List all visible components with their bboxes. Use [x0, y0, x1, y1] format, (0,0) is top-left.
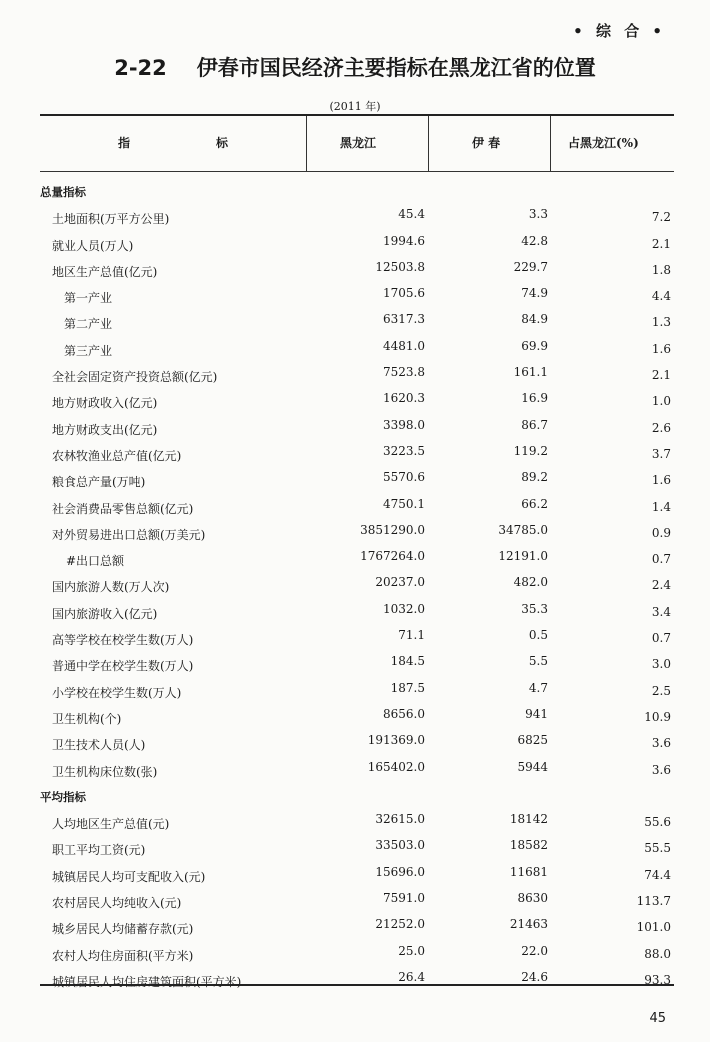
indicator-name: 地方财政支出(亿元) — [52, 422, 158, 437]
indicator-name: 第三产业 — [64, 343, 113, 358]
indicator-name: 第二产业 — [64, 317, 113, 332]
table-row — [40, 415, 674, 441]
table-row — [40, 941, 674, 967]
header-indicator-char: 标 — [216, 136, 229, 150]
share-value: 88.0 — [644, 946, 671, 961]
heilongjiang-value: 165402.0 — [367, 759, 425, 774]
share-value: 3.4 — [651, 604, 671, 619]
heilongjiang-value: 3851290.0 — [360, 522, 425, 537]
section-row — [40, 178, 674, 204]
table-row — [40, 204, 674, 230]
table-row — [40, 283, 674, 309]
indicator-name: 普通中学在校学生数(万人) — [52, 659, 194, 674]
table-row — [40, 572, 674, 598]
indicator-name: #出口总额 — [66, 554, 125, 569]
section-heading: 平均指标 — [40, 789, 86, 804]
table-row — [40, 862, 674, 888]
yichun-value: 35.3 — [521, 601, 548, 616]
year-label: (2011 年) — [329, 100, 381, 113]
table-row — [40, 914, 674, 940]
indicator-name: 高等学校在校学生数(万人) — [52, 633, 194, 648]
share-value: 4.4 — [651, 289, 671, 304]
table-row — [40, 231, 674, 257]
share-value: 1.6 — [651, 473, 671, 488]
indicator-name: 卫生机构床位数(张) — [52, 764, 158, 779]
heilongjiang-value: 4750.1 — [383, 496, 425, 511]
share-value: 0.7 — [651, 552, 671, 567]
share-value: 7.2 — [651, 210, 671, 225]
header-heilongjiang: 黑龙江 — [340, 136, 377, 150]
heilongjiang-value: 3223.5 — [383, 443, 425, 458]
indicator-name: 全社会固定资产投资总额(亿元) — [52, 370, 218, 385]
indicator-name: 国内旅游人数(万人次) — [52, 580, 170, 595]
indicator-name: 农村居民人均纯收入(元) — [52, 896, 182, 911]
yichun-value: 21463 — [509, 917, 548, 932]
share-value: 55.6 — [644, 815, 671, 830]
table-row — [40, 809, 674, 835]
yichun-value: 119.2 — [513, 443, 548, 458]
yichun-value: 34785.0 — [498, 522, 548, 537]
share-value: 3.7 — [651, 446, 671, 461]
table-row — [40, 388, 674, 414]
table-row — [40, 309, 674, 335]
heilongjiang-value: 187.5 — [390, 680, 425, 695]
column-divider — [550, 116, 551, 171]
yichun-value: 18582 — [509, 838, 548, 853]
indicator-name: 土地面积(万平方公里) — [52, 212, 170, 227]
table-row — [40, 888, 674, 914]
share-value: 1.6 — [651, 341, 671, 356]
yichun-value: 5.5 — [528, 654, 548, 669]
table-row — [40, 967, 674, 993]
share-value: 2.1 — [651, 236, 671, 251]
section-label: • 综 合 • — [573, 22, 666, 40]
share-value: 101.0 — [636, 920, 671, 935]
yichun-value: 941 — [525, 706, 548, 721]
yichun-value: 11681 — [509, 864, 548, 879]
share-value: 10.9 — [644, 709, 671, 724]
yichun-value: 84.9 — [521, 312, 548, 327]
page-number: 45 — [649, 1011, 666, 1026]
table-row — [40, 362, 674, 388]
table-row — [40, 835, 674, 861]
section-row — [40, 783, 674, 809]
yichun-value: 3.3 — [528, 207, 548, 222]
share-value: 1.8 — [651, 262, 671, 277]
yichun-value: 24.6 — [521, 969, 548, 984]
heilongjiang-value: 1767264.0 — [360, 549, 425, 564]
heilongjiang-value: 1620.3 — [383, 391, 425, 406]
section-heading: 总量指标 — [40, 185, 86, 199]
heilongjiang-value: 6317.3 — [383, 312, 425, 327]
share-value: 2.6 — [651, 420, 671, 435]
heilongjiang-value: 8656.0 — [383, 706, 425, 721]
share-value: 55.5 — [644, 841, 671, 856]
heilongjiang-value: 7523.8 — [383, 365, 425, 380]
indicator-name: 农林牧渔业总产值(亿元) — [52, 448, 182, 463]
share-value: 3.0 — [651, 657, 671, 672]
header-bottom-rule — [40, 171, 674, 172]
indicator-name: 就业人员(万人) — [52, 238, 134, 253]
heilongjiang-value: 45.4 — [398, 207, 425, 222]
indicator-name: 粮食总产量(万吨) — [52, 475, 146, 490]
yichun-value: 22.0 — [521, 943, 548, 958]
indicator-name: 地方财政收入(亿元) — [52, 396, 158, 411]
heilongjiang-value: 12503.8 — [375, 259, 425, 274]
indicator-name: 对外贸易进出口总额(万美元) — [52, 527, 206, 542]
table-row — [40, 257, 674, 283]
yichun-value: 229.7 — [513, 259, 548, 274]
indicator-name: 第一产业 — [64, 291, 113, 306]
table-row — [40, 546, 674, 572]
share-value: 3.6 — [651, 762, 671, 777]
header-indicator — [40, 116, 306, 171]
heilongjiang-value: 21252.0 — [375, 917, 425, 932]
table-row — [40, 494, 674, 520]
yichun-value: 6825 — [517, 733, 548, 748]
yichun-value: 89.2 — [521, 470, 548, 485]
yichun-value: 74.9 — [521, 286, 548, 301]
yichun-value: 69.9 — [521, 338, 548, 353]
share-value: 2.1 — [651, 368, 671, 383]
heilongjiang-value: 7591.0 — [383, 891, 425, 906]
share-value: 2.4 — [651, 578, 671, 593]
share-value: 1.0 — [651, 394, 671, 409]
column-divider — [306, 116, 307, 171]
heilongjiang-value: 71.1 — [398, 628, 425, 643]
indicator-name: 卫生机构(个) — [52, 711, 122, 726]
column-divider — [428, 116, 429, 171]
table-body — [40, 178, 674, 993]
indicator-name: 国内旅游收入(亿元) — [52, 606, 158, 621]
yichun-value: 8630 — [517, 891, 548, 906]
heilongjiang-value: 25.0 — [398, 943, 425, 958]
yichun-value: 18142 — [509, 812, 548, 827]
indicator-name: 社会消费品零售总额(亿元) — [52, 501, 194, 516]
share-value: 0.7 — [651, 631, 671, 646]
share-value: 0.9 — [651, 525, 671, 540]
heilongjiang-value: 191369.0 — [367, 733, 425, 748]
share-value: 113.7 — [636, 894, 671, 909]
share-value: 74.4 — [644, 867, 671, 882]
table-bottom-rule — [40, 984, 674, 986]
table-row — [40, 520, 674, 546]
table-row — [40, 730, 674, 756]
header-share: 占黑龙江(%) — [568, 136, 639, 150]
yichun-value: 86.7 — [521, 417, 548, 432]
yichun-value: 66.2 — [521, 496, 548, 511]
table-row — [40, 467, 674, 493]
yichun-value: 42.8 — [521, 233, 548, 248]
heilongjiang-value: 26.4 — [398, 969, 425, 984]
share-value: 3.6 — [651, 736, 671, 751]
table-number: 2-22 — [114, 56, 167, 80]
heilongjiang-value: 33503.0 — [375, 838, 425, 853]
yichun-value: 161.1 — [513, 365, 548, 380]
heilongjiang-value: 1994.6 — [383, 233, 425, 248]
share-value: 2.5 — [651, 683, 671, 698]
yichun-value: 0.5 — [528, 628, 548, 643]
table-row — [40, 441, 674, 467]
heilongjiang-value: 5570.6 — [383, 470, 425, 485]
indicator-name: 农村人均住房面积(平方米) — [52, 948, 194, 963]
indicator-name: 城镇居民人均可支配收入(元) — [52, 869, 206, 884]
header-yichun: 伊 春 — [472, 136, 501, 150]
share-value: 1.4 — [651, 499, 671, 514]
yichun-value: 482.0 — [513, 575, 548, 590]
yichun-value: 5944 — [517, 759, 548, 774]
share-value: 93.3 — [644, 972, 671, 987]
heilongjiang-value: 15696.0 — [375, 864, 425, 879]
heilongjiang-value: 1032.0 — [383, 601, 425, 616]
heilongjiang-value: 3398.0 — [383, 417, 425, 432]
indicator-name: 职工平均工资(元) — [52, 843, 146, 858]
table-row — [40, 704, 674, 730]
table-row — [40, 678, 674, 704]
yichun-value: 4.7 — [528, 680, 548, 695]
heilongjiang-value: 4481.0 — [383, 338, 425, 353]
page-title — [0, 52, 710, 82]
table-row — [40, 336, 674, 362]
yichun-value: 12191.0 — [498, 549, 548, 564]
heilongjiang-value: 1705.6 — [383, 286, 425, 301]
table-row — [40, 757, 674, 783]
heilongjiang-value: 20237.0 — [375, 575, 425, 590]
yichun-value: 16.9 — [521, 391, 548, 406]
indicator-name: 卫生技术人员(人) — [52, 738, 146, 753]
table-row — [40, 599, 674, 625]
heilongjiang-value: 184.5 — [390, 654, 425, 669]
indicator-name: 城乡居民人均储蓄存款(元) — [52, 922, 194, 937]
table-row — [40, 651, 674, 677]
table-row — [40, 625, 674, 651]
header-indicator-char: 指 — [118, 136, 131, 150]
share-value: 1.3 — [651, 315, 671, 330]
indicator-name: 地区生产总值(亿元) — [52, 264, 158, 279]
heilongjiang-value: 32615.0 — [375, 812, 425, 827]
indicator-name: 城镇居民人均住房建筑面积(平方米) — [52, 974, 242, 989]
indicator-name: 人均地区生产总值(元) — [52, 817, 170, 832]
table-title: 伊春市国民经济主要指标在黑龙江省的位置 — [196, 56, 596, 80]
indicator-name: 小学校在校学生数(万人) — [52, 685, 182, 700]
